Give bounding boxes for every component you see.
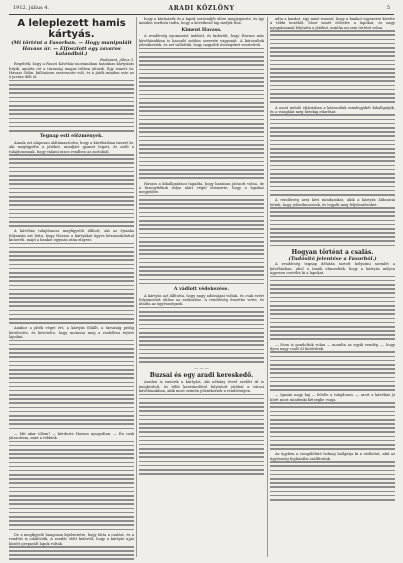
column-rule <box>267 17 268 557</box>
column-rule <box>136 17 137 557</box>
text-block <box>9 80 134 132</box>
text-block <box>270 114 395 195</box>
section-heading: Buzsai és egy aradi kereskedő. <box>149 372 254 380</box>
text-block <box>270 351 395 390</box>
text-block <box>139 48 264 179</box>
paragraph: A kártyás azt állította, hogy nagy adósságai voltak, és csak ezért folyamodott ehhez az eszközhöz. A rendőrség őrizetbe vette, és átadta az ügyészségnek. <box>139 293 264 307</box>
paragraph: A rendőrség nyomozást indított, és kiderült, hogy Havass más kávéházakban is hasonló módon szerezte vagyonát. A károsultak jelentkeztek, és azt vallották, hogy nagyobb összegeket vesztettek. <box>139 34 264 48</box>
section-heading: A vádlott védekezése. <box>173 286 230 292</box>
section-subheading: (Tudósító jelentése a Fasorból.) <box>288 255 377 262</box>
text-block <box>9 243 134 324</box>
text-block <box>270 402 395 450</box>
text-block <box>270 461 395 500</box>
text-block <box>139 307 264 363</box>
paragraph: A most induló eljárásban a károsultak mindegyikét kihallgatják, és a vizsgálat még hetekig eltarthat. <box>270 105 395 114</box>
paragraph: A rendőrség arra kéri mindazokat, akik a kártyás áldozatai lettek, hogy jelentkezzenek, és tegyék meg feljelentésüket. <box>270 198 395 207</box>
paragraph: A rendőrség tegnap délután tartott helyszíni szemlét a kávéházban, ahol a tanúk elmondták, hogy a kártyás milyen ügyesen cserélte ki a lapokat. <box>270 262 395 276</box>
paragraph: A kávéház tulajdonosa megfigyelőt állított, aki az éjszaka folyamán azt látta, hogy Havass a kártyákat ügyes kézmozdulattal kicseréli, majd a bankot egymás után elnyeri. <box>9 229 134 243</box>
column-1 <box>9 17 134 561</box>
text-block <box>270 30 395 103</box>
text-block <box>139 195 264 285</box>
text-block <box>9 154 134 227</box>
separator: — — — <box>194 365 209 371</box>
column-3 <box>270 17 395 561</box>
paragraph: Aradon is ismerik a kártyást, aki néhány évvel ezelőtt itt is megfordult, és több kereskedővel folytatott játékot a városi kávéházakban, akik most szintén jelentkeztek a rendőrségen. <box>139 380 264 394</box>
section-heading: Hogyan történt a csalás. <box>291 248 374 256</box>
paragraph: Regelték, hogy a Fasori Kávéház mostanában hatalmas kártyázás folyik, amióta ott a társaság magas tétben játszik. Egy ismert úr, Havass Ödön, különösen szerencsés volt, és a játék minden este az ő javára dőlt el. <box>9 62 134 80</box>
paragraph: Az ügyben a vizsgálóbíró holnap hallgatja ki a vádlottat, akit az ügyészség fogházába szállítottak. <box>270 452 395 461</box>
page-number: 5 <box>386 5 390 11</box>
masthead: ARADI KÖZLÖNY <box>168 5 235 12</box>
paragraph: adta a bankot, egy mást rosszul, hogy a bankot egyszerre kivette a többi kezéből. Most ismét elővette a lapokat, és nagy nyugalommal folytatta a játékot, mintha mi sem történt volna. <box>270 17 395 30</box>
text-block <box>9 546 134 561</box>
article-title: A leleplezett hamis kártyás. <box>17 18 126 40</box>
article-subtitle: (Mi történt a Fasorban. — Hogy manipulált Havass úr. — Elfoszlott egy zavaros kalandból.) <box>11 40 132 58</box>
section-heading: Tegnap esti előzmények. <box>40 134 103 140</box>
column-2 <box>139 17 264 561</box>
paragraph: — Mit akar tőlem? — kérdezte Havass nyugodtan. — Én csak játszottam, mint a többiek. <box>9 431 134 441</box>
text-block <box>9 340 134 430</box>
paragraph: De a megfigyelő hangosan kijelentette, hogy látta a csalást, és a rendőrt is odahívták. A rendőr előtt kiderült, hogy a kártyás ujjai között preparált lapok voltak. <box>9 532 134 546</box>
paragraph: Annak ezt alaposan alátámasztotta, hogy a kávéházban ismert úr, aki megfigyelte a játékot, mindjárt gyanút fogott, és szólt a tulajdonosnak, hogy valami nincs rendben az asztalnál. <box>9 140 134 154</box>
text-block <box>270 276 395 340</box>
issue-date: 1912. július 4. <box>13 5 50 11</box>
text-block <box>270 207 395 246</box>
text-block <box>139 394 264 475</box>
paragraph: Amikor a játék véget ért, a kártyás fölállt, a társaság pedig körülvette, és követelte, hogy mutassa meg a zsebében rejtett lapokat. <box>9 326 134 340</box>
paragraph: Havass a kihallgatáson tagadta, hogy hamisan játszott volna, de a bizonyítékok súlya alatt végül elismerte, hogy a lapokat megjelölte. <box>139 181 264 195</box>
paragraph: — Nem is gondoltuk volna — mondta az egyik vendég —, hogy ilyen nagy csaló ül közöttünk. <box>270 342 395 352</box>
section-heading: Kiment Havass. <box>181 27 222 33</box>
text-block <box>9 441 134 531</box>
paragraph: — Igazán nagy baj — felelte a tulajdonos —, mert a kávéház jó hírét most mindenki kétségbe vonja. <box>270 393 395 402</box>
dateline: Budapest, július 3. <box>100 57 134 62</box>
paragraph: hogy a kártyázók és a lapok sorrendjét előre megjegyezte, és így minden esetben tudta, hogy a következő lap melyik lesz. <box>139 17 264 26</box>
page-header <box>9 3 394 15</box>
